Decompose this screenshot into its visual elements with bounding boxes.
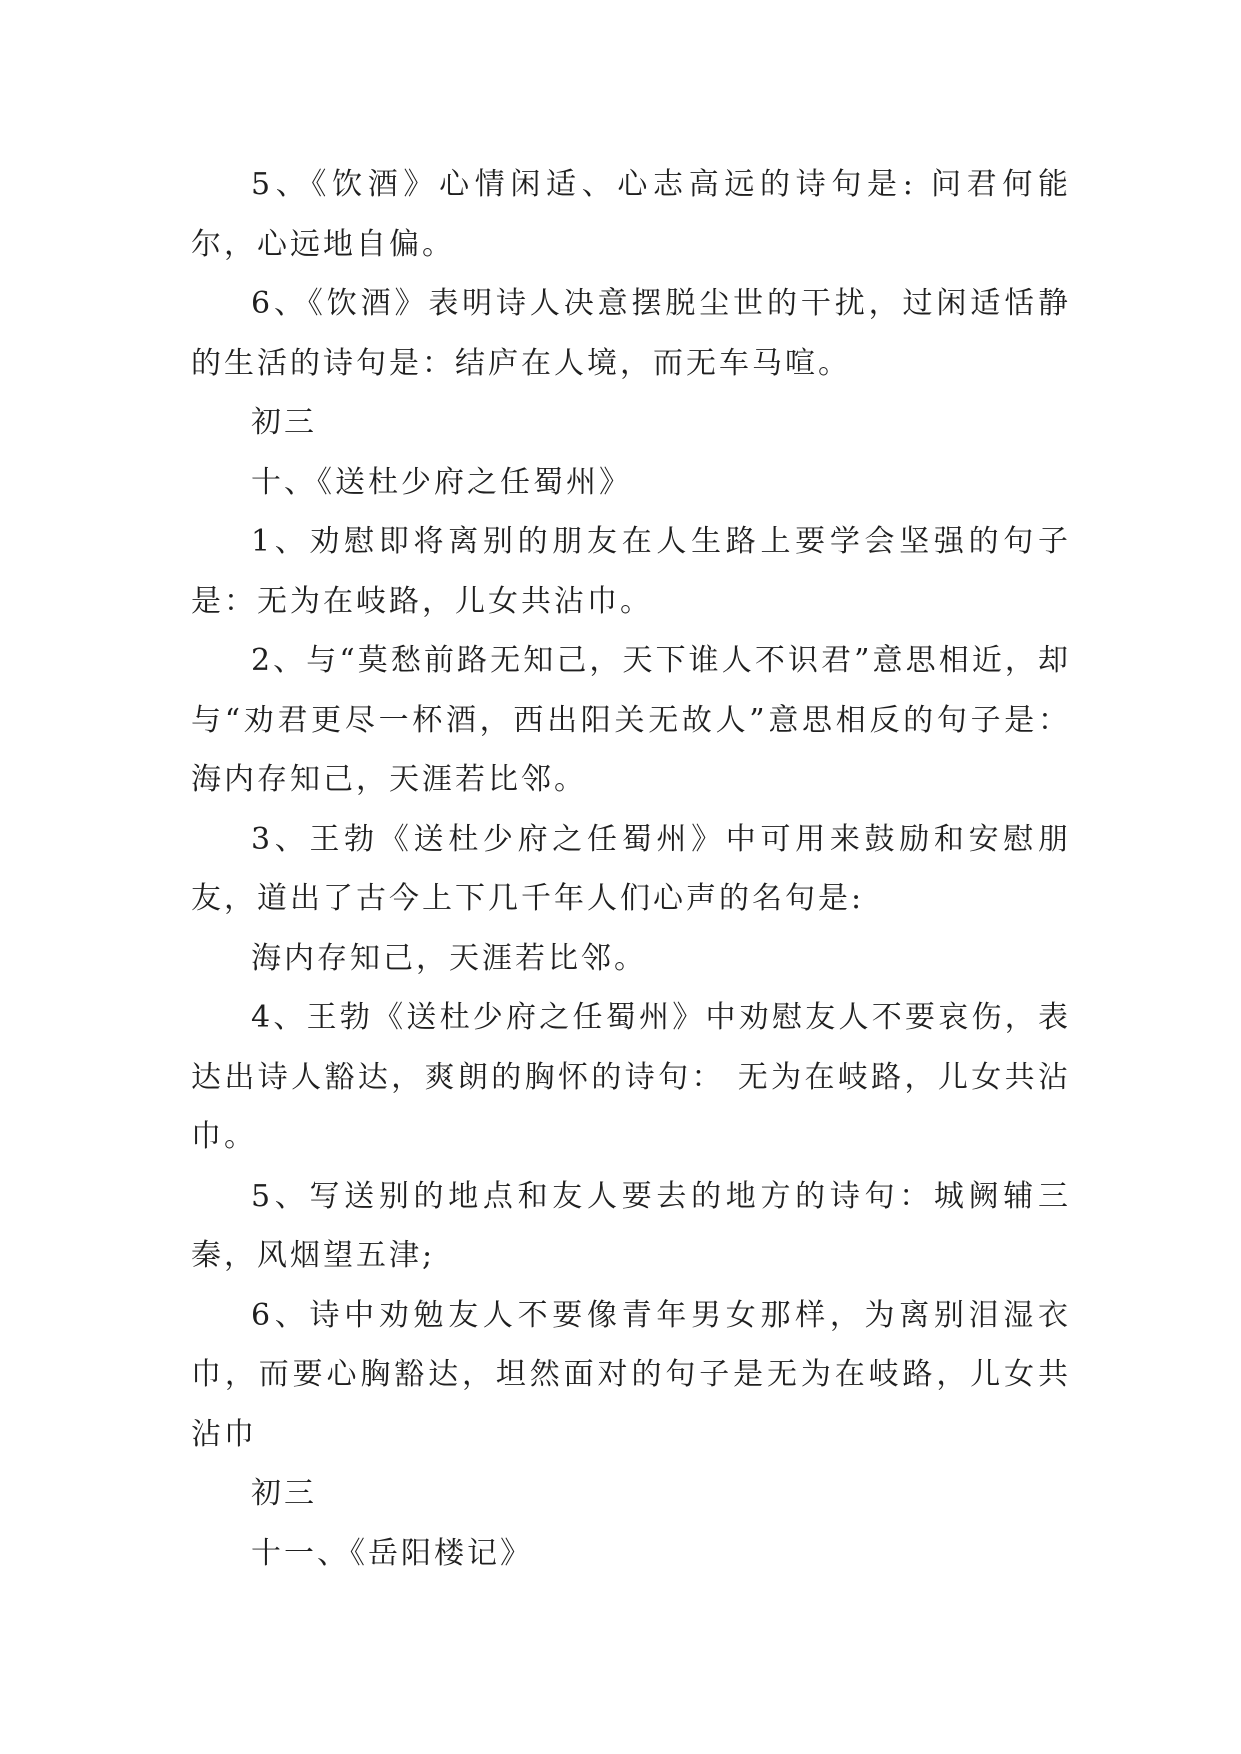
grade-label-2: 初三 bbox=[251, 1476, 317, 1511]
paragraph-yinjiu-5: 5、《饮酒》心情闲适、心志高远的诗句是: 问君何能尔，心远地自偏。 bbox=[191, 167, 1071, 262]
section-heading-11: 十一、《岳阳楼记》 bbox=[251, 1535, 533, 1571]
paragraph-yinjiu-6: 6、《饮酒》表明诗人决意摆脱尘世的干扰，过闲适恬静的生活的诗句是：结庐在人境，而无车马喧。 bbox=[191, 286, 1071, 381]
paragraph-songdu-3-answer: 海内存知己，天涯若比邻。 bbox=[251, 940, 647, 976]
paragraph-songdu-4: 4、王勃《送杜少府之任蜀州》中劝慰友人不要哀伤，表达出诗人豁达，爽朗的胸怀的诗句： 无为在岐路，儿女共沾巾。 bbox=[191, 1000, 1071, 1154]
paragraph-songdu-6: 6、诗中劝勉友人不要像青年男女那样，为离别泪湿衣巾，而要心胸豁达，坦然面对的句子是无为在岐路，儿女共沾巾 bbox=[191, 1297, 1071, 1452]
grade-label: 初三 bbox=[251, 405, 317, 440]
paragraph-songdu-1: 1、劝慰即将离别的朋友在人生路上要学会坚强的句子是：无为在岐路，儿女共沾巾。 bbox=[191, 524, 1071, 619]
section-heading-10: 十、《送杜少府之任蜀州》 bbox=[251, 464, 632, 500]
document-body bbox=[191, 155, 1071, 1583]
paragraph-songdu-5: 5、写送别的地点和友人要去的地方的诗句：城阙辅三秦，风烟望五津; bbox=[191, 1178, 1071, 1273]
paragraph-songdu-3: 3、王勃《送杜少府之任蜀州》中可用来鼓励和安慰朋友，道出了古今上下几千年人们心声的名句是: bbox=[191, 821, 1071, 916]
paragraph-songdu-2: 2、与“莫愁前路无知己，天下谁人不识君”意思相近，却与“劝君更尽一杯酒，西出阳关无故人”意思相反的句子是：海内存知己，天涯若比邻。 bbox=[191, 643, 1071, 797]
